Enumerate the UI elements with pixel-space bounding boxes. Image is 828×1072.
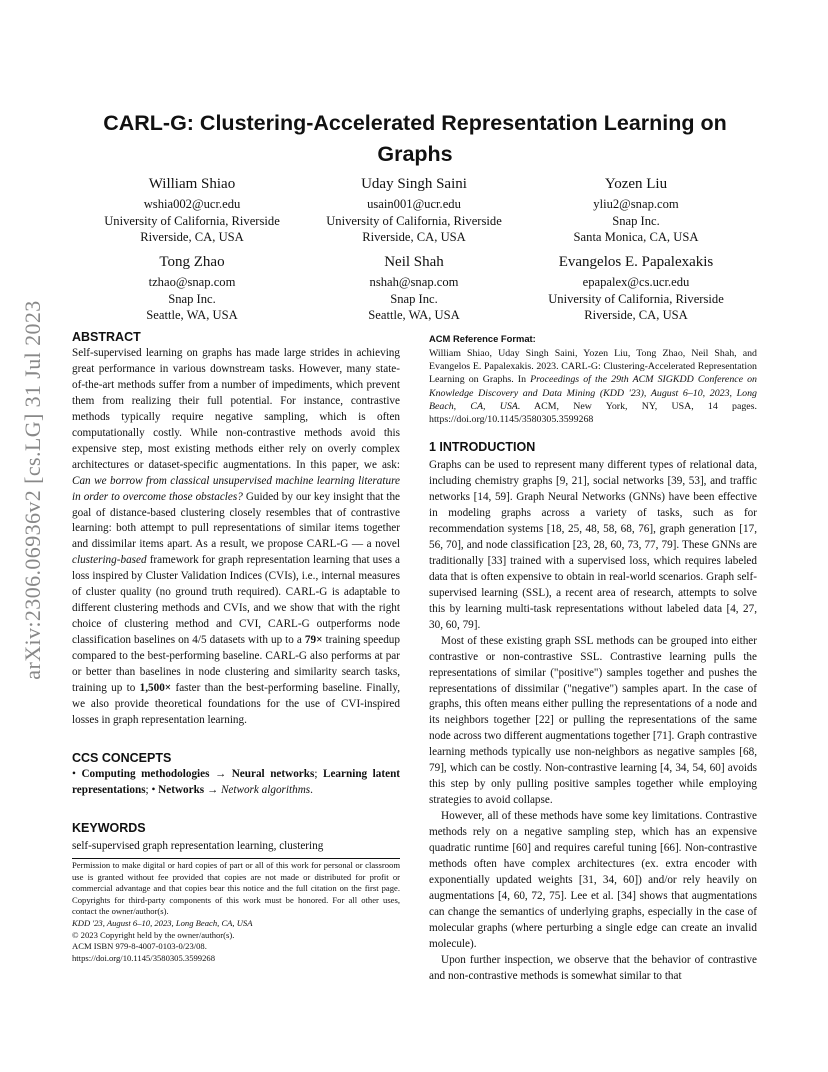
intro-paragraph: However, all of these methods have some key limitations. Contrastive methods rely on a negative sampling step, which has an expensive quadratic runtime [60] and requires careful tuning [66]. Non-contrastive methods often have complex architectures (ex. extra encoder with exponentially updated weights [31, 34, 60]) and/or rely heavily on augmentations [4, 60, 72, 75]. Lee et al. [34] shows that augmentations can change the semantics of underlying graphs, especially in the case of molecular graphs (where perturbing a single edge can create an invalid molecule).	[429, 810, 757, 950]
doi-line: https://doi.org/10.1145/3580305.3599268	[72, 952, 215, 963]
author-email: tzhao@snap.com	[148, 275, 236, 289]
author-name: Evangelos E. Papalexakis	[558, 254, 714, 270]
author-email: wshia002@ucr.edu	[143, 197, 241, 211]
author-affiliation: University of California, Riverside	[326, 213, 502, 228]
author-block	[294, 174, 534, 246]
author-location: Santa Monica, CA, USA	[573, 230, 699, 244]
ccs-text: • Computing methodologies → Neural networks; Learning latent representations; • Networks → Network algorithms.	[72, 767, 401, 796]
author-name: Neil Shah	[384, 254, 444, 270]
footnote	[72, 860, 400, 964]
author-affiliation: Snap Inc.	[390, 291, 438, 306]
isbn-line: ACM ISBN 979-8-4007-0103-0/23/08.	[72, 941, 207, 952]
author-block	[72, 174, 312, 246]
author-block	[516, 174, 756, 246]
author-location: Riverside, CA, USA	[362, 230, 466, 244]
author-name: Tong Zhao	[159, 254, 225, 270]
author-affiliation: Snap Inc.	[168, 291, 216, 306]
footnote-divider	[72, 858, 400, 859]
left-column	[72, 328, 400, 855]
author-block	[72, 252, 312, 324]
author-location: Riverside, CA, USA	[584, 308, 688, 322]
author-email: yliu2@snap.com	[593, 197, 679, 211]
keywords-heading: KEYWORDS	[72, 820, 146, 835]
intro-paragraph: Upon further inspection, we observe that the behavior of contrastive and non-contrastive methods is somewhat similar to that	[429, 953, 757, 982]
author-block	[516, 252, 756, 324]
author-location: Riverside, CA, USA	[140, 230, 244, 244]
author-location: Seattle, WA, USA	[368, 308, 460, 322]
author-email: epapalex@cs.ucr.edu	[582, 275, 690, 289]
author-email: usain001@ucr.edu	[367, 197, 461, 211]
author-location: Seattle, WA, USA	[146, 308, 238, 322]
conference-line: KDD '23, August 6–10, 2023, Long Beach, CA, USA	[72, 917, 253, 928]
acm-ref-heading: ACM Reference Format:	[429, 333, 536, 344]
author-affiliation: University of California, Riverside	[104, 213, 280, 228]
author-affiliation: Snap Inc.	[612, 213, 660, 228]
ccs-heading: CCS CONCEPTS	[72, 750, 172, 765]
copyright-line: © 2023 Copyright held by the owner/author(s).	[72, 929, 235, 940]
author-name: Uday Singh Saini	[361, 176, 467, 192]
author-name: Yozen Liu	[604, 176, 668, 192]
abstract-heading: ABSTRACT	[72, 330, 141, 344]
right-column	[429, 331, 757, 985]
author-block	[294, 252, 534, 324]
intro-paragraph: Most of these existing graph SSL methods can be grouped into either contrastive or non-contrastive SSL. Contrastive learning pulls the representations of similar ("positive") samples together and pushes the representations of dissimilar ("negative") samples apart. In the case of graphs, this often means either pulling the representations of a node and its neighbors together [22] or pulling the representations of the same node across two different augmentations together [71]. Graph contrastive learning methods typically use non-neighbors as negative samples [68, 79], which can be costly. Non-contrastive learning [4, 34, 54, 60] avoids this step by only pulling positive samples together while employing strategies to avoid collapse.	[429, 634, 757, 807]
acm-ref-text: William Shiao, Uday Singh Saini, Yozen Liu, Tong Zhao, Neil Shah, and Evangelos E. Papalexakis. 2023. CARL-G: Clustering-Accelerated Representation Learning on Graphs. In Proceedings of the 29th ACM SIGKDD Conference on Knowledge Discovery and Data Mining (KDD '23), August 6–10, 2023, Long Beach, CA, USA. ACM, New York, NY, USA, 14 pages. https://doi.org/10.1145/3580305.3599268	[429, 347, 757, 425]
paper-title: CARL-G: Clustering-Accelerated Representation Learning on Graphs	[103, 111, 727, 166]
keywords-text: self-supervised graph representation learning, clustering	[72, 839, 324, 852]
intro-heading: 1 INTRODUCTION	[429, 440, 536, 455]
permission-text: Permission to make digital or hard copies of part or all of this work for personal or classroom use is granted without fee provided that copies are not made or distributed for profit or commercial advantage and that copies bear this notice and the full citation on the first page. Copyrights for third-party components of this work must be honored. For all other uses, contact the owner/author(s).	[72, 860, 400, 917]
author-name: William Shiao	[148, 176, 236, 192]
arxiv-sidebar	[8, 290, 58, 690]
abstract-text: Self-supervised learning on graphs has made large strides in achieving great performance in various downstream tasks. However, many state-of-the-art methods suffer from a number of impediments, which prevent them from realizing their full potential. For instance, contrastive methods typically require negative sampling, which is often computationally costly. While non-contrastive methods avoid this expensive step, most existing methods either rely on overly complex architectures or dataset-specific augmentations. In this paper, we ask: Can we borrow from classical unsupervised machine learning literature in order to overcome those obstacles? Guided by our key insight that the goal of distance-based clustering closely resembles that of contrastive learning: both attempt to pull representations of similar items together and dissimilar items apart. As a result, we propose CARL-G — a novel clustering-based framework for graph representation learning that uses a loss inspired by Cluster Validation Indices (CVIs), i.e., internal measures of cluster quality (no ground truth required). CARL-G is adaptable to different clustering methods and CVIs, and we show that with the right choice of clustering method and CVI, CARL-G outperforms node classification baselines on 4/5 datasets with up to a 79× training speedup compared to the best-performing baseline. CARL-G also performs at par or better than baselines in node clustering and similarity search tasks, training up to 1,500× faster than the best-performing baseline. Finally, we also provide theoretical foundations for the use of CVI-inspired losses in graph representation learning.	[72, 347, 401, 726]
arxiv-id: arXiv:2306.06936v2 [cs.LG] 31 Jul 2023	[20, 300, 45, 680]
author-email: nshah@snap.com	[369, 275, 459, 289]
intro-paragraph: Graphs can be used to represent many different types of relational data, including chemistry graphs [9, 21], social networks [39, 53], and traffic networks [14, 59]. Graph Neural Networks (GNNs) have been effective in modeling graphs across a variety of tasks, such as for recommendation systems [18, 25, 48, 58, 68, 76], graph generation [17, 56, 70], and node classification [23, 28, 60, 73, 77, 79]. These GNNs are traditionally [33] trained with a supervised loss, which requires labeled data that is often expensive to obtain in real-world scenarios. Graph self-supervised learning (SSL), a recent area of research, attempts to solve this by learning multi-task representations without labeled data [4, 27, 30, 60, 79].	[429, 459, 757, 631]
author-affiliation: University of California, Riverside	[548, 291, 724, 306]
